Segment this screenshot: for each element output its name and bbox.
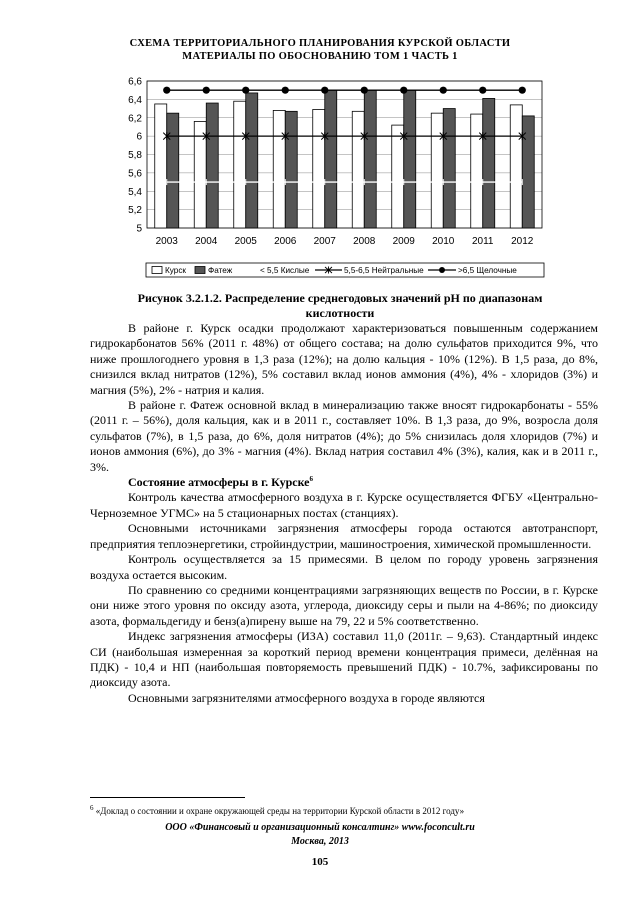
paragraph-control: Контроль качества атмосферного воздуха в г. Курске осуществляется ФГБУ «Центрально-Черноземное УГМС» на 5 стационарных постах (станциях). [90, 490, 598, 520]
legend-label-neutral: 5,5-6,5 Нейтральные [344, 266, 424, 275]
x-tick-label: 2004 [195, 236, 218, 247]
line-alkaline-marker [203, 87, 210, 94]
x-tick-label: 2011 [471, 236, 494, 247]
paragraph-impurities: Контроль осуществляется за 15 примесями. В целом по городу уровень загрязнения воздуха остается высоким. [90, 552, 598, 582]
footnote [90, 806, 610, 816]
y-tick-label: 5,6 [128, 168, 142, 180]
paragraph-sources: Основными источниками загрязнения атмосферы города остаются автотранспорт, предприятия теплоэнергетики, стройиндустрии, машиностроения, химической промышленности. [90, 521, 598, 551]
x-tick-label: 2007 [313, 236, 336, 247]
y-tick-label: 6,6 [128, 76, 142, 88]
paragraph-index: Индекс загрязнения атмосферы (ИЗА) составил 11,0 (2011г. – 9,63). Стандартный индекс СИ (наибольшая измеренная за короткий период времени концентрация примеси, делённая на ПДК) - 10,4 и НП (наибольшая повторяемость превышений ПДК) - 10.7%, зафиксированы по диоксиду азота. [90, 629, 598, 690]
bar-fatezh [167, 113, 179, 228]
bar-kursk [510, 105, 522, 228]
line-alkaline-marker [163, 87, 170, 94]
legend-label-kursk: Курск [165, 266, 187, 275]
line-alkaline-marker [321, 87, 328, 94]
line-alkaline-marker [440, 87, 447, 94]
footer-city-year: Москва, 2013 [291, 836, 349, 847]
document-header-subtitle: МАТЕРИАЛЫ ПО ОБОСНОВАНИЮ ТОМ 1 ЧАСТЬ 1 [182, 51, 458, 62]
footnote-divider [90, 797, 245, 798]
section-heading [90, 475, 598, 490]
line-alkaline-marker [519, 87, 526, 94]
bar-kursk [352, 111, 364, 228]
legend-label-acidic: < 5,5 Кислые [260, 266, 310, 275]
paragraph-kursk: В районе г. Курск осадки продолжают характеризоваться повышенным содержанием гидрокарбонатов 56% (2011 г. 48%) от общего состава; на долю сульфатов приходится 9%, что ниже прошлогоднего уровня в 1,3 раза (12%); на долю кальция - 10% (12%). В 1,5 раза, до 8%, снизился вклад нитратов (12%), 5% составил вклад ионов аммония (4%), 4% - хлоридов (3%) и магния (5%), 2% - натрия и калия. [90, 321, 598, 397]
bar-kursk [234, 101, 246, 228]
x-tick-label: 2009 [392, 236, 415, 247]
x-tick-label: 2010 [432, 236, 455, 247]
legend-marker-alkaline [439, 267, 445, 273]
section-heading-text: Состояние атмосферы в г. Курске [128, 475, 310, 490]
legend-swatch-kursk [152, 267, 162, 274]
page-number: 105 [311, 856, 329, 868]
y-tick-label: 5,4 [128, 186, 142, 198]
bar-fatezh [483, 98, 495, 228]
bar-fatezh [522, 116, 534, 228]
bar-kursk [273, 110, 285, 228]
line-alkaline-marker [242, 87, 249, 94]
footnote-ref[interactable]: 6 [309, 475, 314, 484]
figure-caption: Рисунок 3.2.1.2. Распределение среднегодовых значений pH по диапазонам [137, 291, 543, 305]
bar-fatezh [285, 111, 297, 228]
bar-kursk [471, 114, 483, 228]
x-tick-label: 2012 [511, 236, 534, 247]
footnote-text: «Доклад о состоянии и охране окружающей среды на территории Курской области в 2012 году» [93, 806, 465, 816]
line-alkaline-marker [282, 87, 289, 94]
bar-kursk [431, 113, 443, 228]
legend-label-fatezh: Фатеж [208, 266, 233, 275]
footnote-number: 6 [90, 804, 94, 812]
bar-fatezh [325, 90, 337, 228]
bar-fatezh [443, 109, 455, 228]
paragraph-pollutants: Основными загрязнителями атмосферного воздуха в городе являются [128, 690, 485, 705]
y-tick-label: 5,2 [128, 205, 142, 217]
x-tick-label: 2005 [234, 236, 257, 247]
paragraph-fatezh: В районе г. Фатеж основной вклад в минерализацию также вносят гидрокарбонаты - 55% (2011 г. – 56%), доля кальция, как и в 2011 г., составляет 10%. В 1,3 раза, до 9%, возросла доля сульфатов (7%), в 1,5 раза, до 6%, доля нитратов (4%); до 5% снизилась доля хлоридов (7%) и ионов аммония (6%), до 3% - магния (4%). Вклад натрия составил 4% (3%), калия, как и в 2011 г., 3%. [90, 398, 598, 474]
legend-label-alkaline: >6,5 Щелочные [458, 266, 517, 275]
line-alkaline-marker [361, 87, 368, 94]
bar-fatezh [246, 93, 258, 228]
line-alkaline-marker [479, 87, 486, 94]
ph-chart [110, 70, 550, 285]
x-tick-label: 2003 [155, 236, 178, 247]
x-tick-label: 2008 [353, 236, 376, 247]
bar-fatezh [206, 103, 218, 228]
bar-fatezh [364, 90, 376, 228]
legend-swatch-fatezh [195, 267, 205, 274]
bar-kursk [155, 104, 167, 228]
figure-caption-cont: кислотности [305, 306, 375, 320]
y-tick-label: 6 [136, 131, 142, 143]
line-alkaline-marker [400, 87, 407, 94]
bar-fatezh [404, 90, 416, 228]
bar-kursk [313, 109, 325, 228]
footer-company: ООО «Финансовый и организационный консалтинг» www.foconcult.ru [165, 822, 475, 833]
x-tick-label: 2006 [274, 236, 297, 247]
y-tick-label: 6,2 [128, 113, 142, 125]
y-tick-label: 5 [136, 223, 142, 235]
bar-kursk [392, 125, 404, 228]
body-text [90, 321, 598, 706]
paragraph-comparison: По сравнению со средними концентрациями загрязняющих веществ по России, в г. Курске они ниже этого уровня по оксиду азота, углерода, диоксиду серы и пыли на 4-86%; по диоксиду азота, формальдегиду и бенз(а)пирену выше на 79, 22 и 5% соответственно. [90, 582, 598, 628]
y-tick-label: 6,4 [128, 94, 142, 106]
y-tick-label: 5,8 [128, 150, 142, 161]
document-header-title: СХЕМА ТЕРРИТОРИАЛЬНОГО ПЛАНИРОВАНИЯ КУРСКОЙ ОБЛАСТИ [129, 38, 511, 49]
